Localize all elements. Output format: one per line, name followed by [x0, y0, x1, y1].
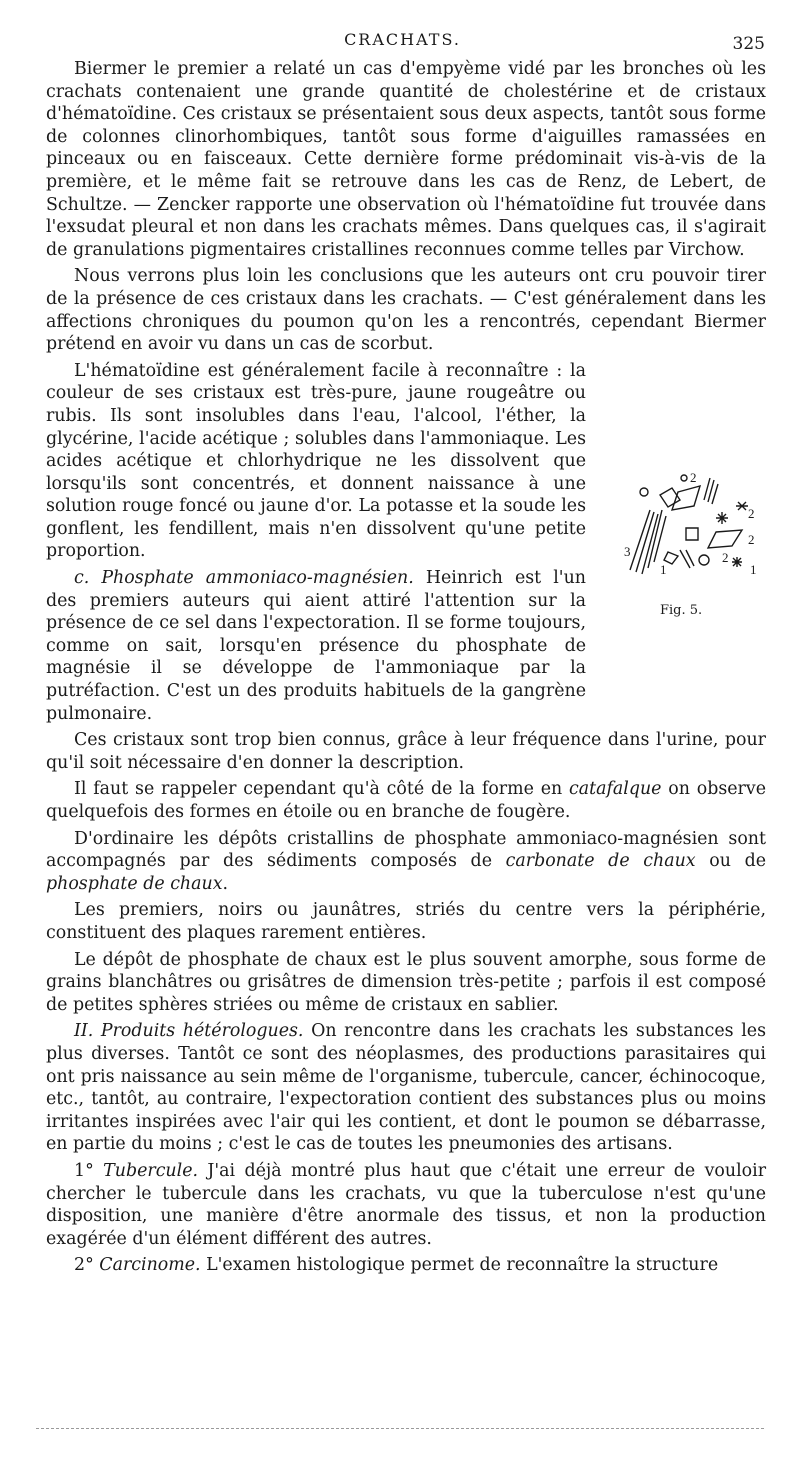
paragraph-tubercule: 1° Tubercule. J'ai déjà montré plus haut que c'était une erreur de vouloir chercher le tubercule dans les crachats, vu que la tuberculose n'est qu'une disposition, une manière d'être anormale des tissus, et non la production exagérée d'un élément différent des autres.: [46, 1160, 767, 1249]
paragraph-carcinome: 2° Carcinome. L'examen histologique permet de reconnaître la structure: [74, 1255, 719, 1276]
crystal-square: [686, 528, 698, 540]
crystal-needles: [680, 550, 694, 568]
figure-label: 1: [750, 562, 757, 577]
figure-label: 1: [660, 562, 667, 577]
page-number: 325: [732, 34, 765, 54]
crystal-prism: [660, 488, 680, 507]
crystal-dot: [681, 475, 687, 481]
term-carbonate: carbonate de chaux: [505, 851, 696, 872]
term-phosphate-chaux: phosphate de chaux: [46, 873, 223, 894]
paragraph-hematoidine: L'hématoïdine est généralement facile à reconnaître : la couleur de ses cristaux est très-pure, jaune rougeâtre ou rubis. Ils sont insolubles dans l'eau, l'alcool, l'éther, la glycérine, l'acide acétique ; solubles dans l'ammoniaque. Les acides acétique et chlorhydrique ne les dissolvent que lorsqu'ils sont concentrés, et donnent naissance à une solution rouge foncé ou jaune d'or. La potasse et la soude les gonflent, les fendillent, mais n'en dissolvent qu'une petite proportion.: [46, 360, 586, 562]
figure-label: 2: [722, 550, 729, 565]
running-title: CRACHATS.: [344, 30, 461, 49]
crystal-rhomb: [672, 486, 700, 510]
crystal-dot: [640, 488, 648, 496]
crystal-star: [736, 502, 748, 510]
figure-label: 2: [748, 532, 755, 547]
body-text: [46, 58, 766, 1281]
figure-label: 3: [624, 544, 631, 559]
figure-label: 2: [690, 470, 697, 485]
paragraph-depot: Le dépôt de phosphate de chaux est le plus souvent amorphe, sous forme de grains blanchâtres ou grisâtres de dimension très-petite ; parfois il est composé de petites sphères striées ou même de cristaux en sablier.: [46, 949, 766, 1015]
crystal-star: [716, 512, 728, 524]
crystal-illustration: [620, 470, 768, 590]
page-header: [40, 30, 765, 54]
footer-rule: [36, 1428, 764, 1429]
paragraph-biermer: Biermer le premier a relaté un cas d'empyème vidé par les bronches où les crachats contenaient une grande quantité de cholestérine et de cristaux d'hématoïdine. Ces cristaux se présentaient sous deux aspects, tantôt sous forme de colonnes clinorhombiques, tantôt sous forme d'aiguilles ramassées en pinceaux ou en faisceaux. Cette dernière forme prédominait vis-à-vis de la première, et le même fait se retrouve dans les cas de Renz, de Lebert, de Schultze. — Zencker rapporte une observation où l'hématoïdine fut trouvée dans l'exsudat pleural et non dans les crachats mêmes. Dans quelques cas, il s'agirait de granulations pigmentaires cristallines reconnues comme telles par Virchow.: [46, 59, 766, 260]
paragraph-catafalque: Il faut se rappeler cependant qu'à côté de la forme en catafalque on observe quelquefois des formes en étoile ou en branche de fougère.: [46, 779, 766, 822]
section-label-tubercule: Tubercule.: [103, 1160, 199, 1181]
paragraph-conclusions: Nous verrons plus loin les conclusions que les auteurs ont cru pouvoir tirer de la présence de ces cristaux dans les crachats. — C'est généralement dans les affections chroniques du poumon qu'on les a rencontrés, cependant Biermer prétend en avoir vu dans un cas de scorbut.: [46, 266, 766, 355]
paragraph-heterologues: II. Produits hétérologues. On rencontre dans les crachats les substances les plus diverses. Tantôt ce sont des néoplasmes, des productions parasitaires qui ont pris naissance au sein même de l'organisme, tubercule, cancer, échinocoque, etc., tantôt, au contraire, l'expectoration contient des substances plus ou moins irritantes inspirées avec l'air qui les contient, et dont le poumon se débarrasse, en partie du moins ; c'est le cas de toutes les pneumonies des artisans.: [46, 1021, 766, 1155]
section-label-heterologues: II. Produits hétérologues.: [74, 1021, 304, 1042]
crystal-dot: [699, 555, 709, 565]
figure-label: 2: [748, 506, 755, 521]
crystal-rhomb-small: [708, 530, 742, 548]
crystal-needles: [704, 478, 718, 504]
phosphate-text: Heinrich est l'un des premiers auteurs qui aient attiré l'attention sur la présence de ce sel dans l'expectoration. Il se forme toujours, comme on sait, lorsqu'en présence du phosphate de magnésie il se développe de l'ammoniaque par la putréfaction. C'est un des produits habituels de la gangrène pulmonaire.: [46, 568, 586, 724]
term-catafalque: catafalque: [569, 779, 662, 800]
section-label-phosphate: c. Phosphate ammoniaco-magnésien.: [74, 568, 414, 589]
section-label-carcinome: Carcinome.: [99, 1255, 201, 1276]
crystal-figure: [620, 470, 768, 620]
paragraph-phosphate: [46, 567, 586, 725]
paragraph-cristaux: Ces cristaux sont trop bien connus, grâce à leur fréquence dans l'urine, pour qu'il soit nécessaire d'en donner la description.: [46, 730, 766, 773]
figure-caption: Fig. 5.: [660, 603, 703, 618]
crystal-star: [732, 557, 742, 567]
paragraph-sediments: D'ordinaire les dépôts cristallins de phosphate ammoniaco-magnésien sont accompagnés par des sédiments composés de carbonate de chaux ou de phosphate de chaux.: [46, 828, 767, 894]
paragraph-premiers: Les premiers, noirs ou jaunâtres, striés du centre vers la périphérie, constituent des plaques rarement entières.: [46, 900, 766, 943]
